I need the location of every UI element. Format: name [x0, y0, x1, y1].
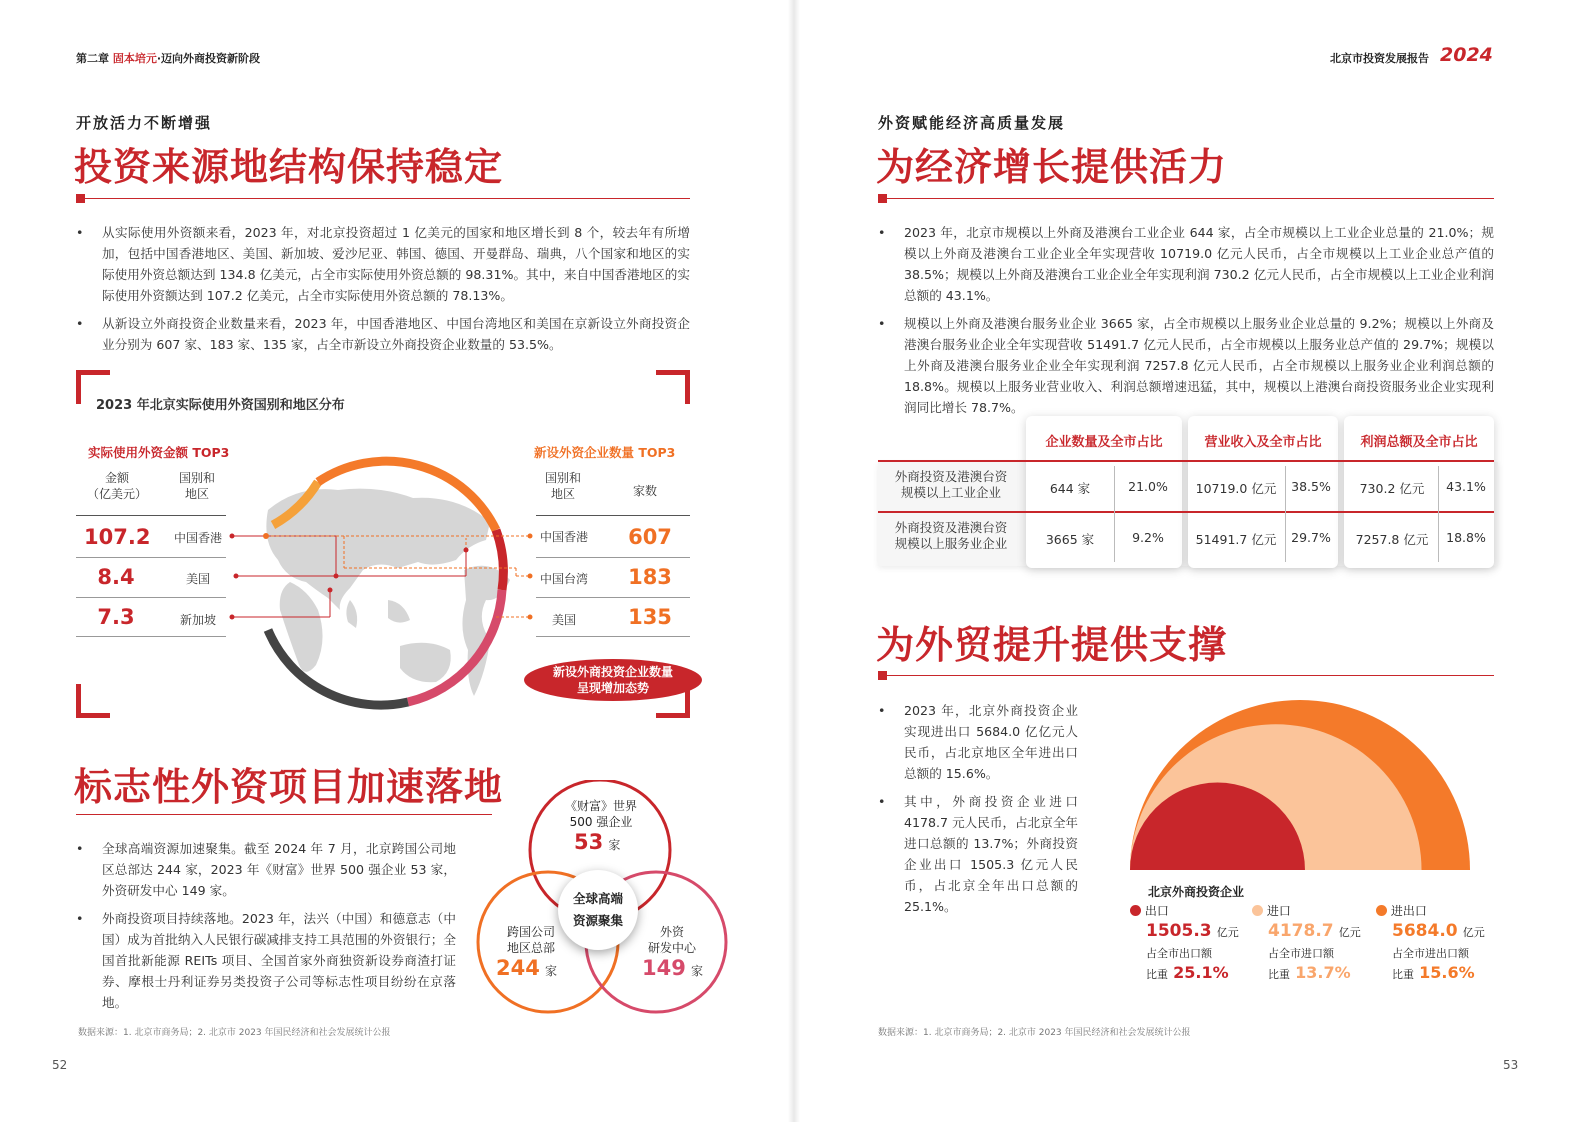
legend-share-prefix: 比重	[1392, 968, 1414, 981]
legend-share-label: 占全市出口额	[1146, 947, 1212, 960]
left-title: 投资来源地结构保持稳定	[74, 145, 504, 189]
table-cell: 18.8%	[1446, 530, 1486, 545]
list-item: • 从实际使用外资额来看，2023 年，对北京投资超过 1 亿美元的国家和地区增长到 8 个，较去年有所增加，包括中国香港地区、美国、新加坡、爱沙尼亚、韩国、德国、开曼群岛、瑞典，八个国家和地区的实际使用外资总额达到 134.8 亿美元，占全市实际使用外资总额的 98.31%。其中，来自中国香港地区的实际使用外资额达到 107.2 亿美元，占全市实际使用外资总额的 78.13%。	[76, 222, 690, 306]
left-panel-title: 实际使用外资金额 TOP3	[88, 445, 230, 460]
report-title: 北京市投资发展报告	[1330, 52, 1429, 65]
table-cell: 10719.0 亿元	[1195, 481, 1277, 496]
table-rule-mid	[878, 511, 1494, 513]
legend-import	[1252, 902, 1382, 982]
venn-top-number: 53	[574, 830, 604, 854]
list-item: • 2023 年，北京市规模以上外商及港澳台工业企业 644 家，占全市规模以上工业企业总量的 21.0%；规模以上外商及港澳台工业企业全年实现营收 10719.0 亿元人民币，占全市规模以上工业企业总产值的 38.5%；规模以上外商及港澳台工业企业全年实现利润 730.2 亿元人民币，占全市规模以上工业企业利润总额的 43.1%。	[878, 222, 1494, 306]
chapter-header	[76, 50, 260, 66]
left-title2: 标志性外资项目加速落地	[74, 765, 504, 809]
venn-left-number: 244	[496, 956, 540, 980]
left-rule	[76, 198, 690, 199]
venn-center-label: 全球高端 资源聚集	[572, 891, 623, 928]
right-row3-value: 135	[628, 605, 672, 629]
legend-export	[1130, 902, 1260, 982]
table-row-label: 外商投资及港澳台资 规模以上服务业企业	[894, 520, 1008, 551]
trade-chart	[1110, 680, 1500, 870]
left-row3-value: 7.3	[97, 605, 135, 629]
right-bullets2	[878, 700, 1078, 924]
right-row-divider	[536, 636, 690, 637]
chapter-bold: 固本培元	[112, 52, 157, 65]
right-bullets	[878, 222, 1494, 425]
venn-top-label: 《财富》世界 500 强企业	[564, 799, 637, 829]
table-cell: 43.1%	[1446, 479, 1486, 494]
right-row1-region: 中国香港	[539, 530, 588, 544]
legend-total	[1376, 902, 1506, 982]
export-dot-icon	[1130, 905, 1141, 916]
left-row1-region: 中国香港	[173, 531, 222, 545]
legend-unit: 亿元	[1338, 926, 1361, 939]
import-dot-icon	[1252, 905, 1263, 916]
table-divider	[1285, 466, 1286, 562]
table-cell: 51491.7 亿元	[1195, 532, 1277, 547]
connector-lines	[226, 520, 538, 630]
left-eyebrow: 开放活力不断增强	[76, 114, 213, 132]
table-header: 营业收入及全市占比	[1204, 435, 1322, 450]
legend-share-label: 占全市进出口额	[1392, 947, 1469, 960]
table-cell: 644 家	[1049, 481, 1091, 496]
left-row-divider	[76, 636, 226, 637]
legend-share: 13.7%	[1295, 963, 1351, 982]
right-col-count: 家数	[632, 484, 657, 498]
left-row1-value: 107.2	[84, 525, 151, 549]
left-page-number: 52	[52, 1058, 68, 1072]
right-row-divider	[536, 597, 690, 598]
left-row2-value: 8.4	[97, 565, 135, 589]
table-divider	[1114, 466, 1115, 562]
left-row-divider	[76, 597, 226, 598]
left-bullets	[76, 222, 690, 362]
left-table-rule	[76, 515, 226, 516]
venn-left-label: 跨国公司 地区总部	[506, 925, 555, 955]
venn-top-value	[574, 830, 620, 854]
chapter-prefix: 第二章	[76, 52, 109, 65]
right-row-divider	[536, 557, 690, 558]
frame-corner-bl	[76, 684, 110, 718]
right-title2: 为外贸提升提供支撑	[876, 623, 1228, 667]
table-cell: 9.2%	[1132, 530, 1164, 545]
list-item: • 外商投资项目持续落地。2023 年，法兴（中国）和德意志（中国）成为首批纳入人民银行碳减排支持工具范围的外资银行；全国首批新能源 REITs 项目、全国首家外商独资新设券商渣打证券、摩根士丹利证券另类投资子公司等标志性项目纷纷在京落地。	[76, 908, 456, 1013]
table-rule-top	[878, 460, 1494, 462]
right-panel-title: 新设外资企业数量 TOP3	[534, 445, 676, 460]
right-col-region: 国别和 地区	[544, 471, 581, 501]
table-cell: 29.7%	[1291, 530, 1331, 545]
legend-share-label: 占全市进口额	[1268, 947, 1334, 960]
left-row3-region: 新加坡	[179, 613, 216, 627]
table-cell: 21.0%	[1128, 479, 1168, 494]
list-item: • 全球高端资源加速聚集。截至 2024 年 7 月，北京跨国公司地区总部达 244 家，2023 年《财富》世界 500 强企业 53 家，外资研发中心 149 家。	[76, 838, 456, 901]
right-row2-region: 中国台湾	[539, 572, 588, 586]
legend-share: 25.1%	[1173, 963, 1229, 982]
venn-unit: 家	[608, 838, 621, 852]
left-bullets2	[76, 838, 456, 1020]
legend-share-prefix: 比重	[1146, 968, 1168, 981]
page-gutter	[788, 0, 800, 1122]
list-item: • 从新设立外商投资企业数量来看，2023 年，中国香港地区、中国台湾地区和美国在京新设立外商投资企业分别为 607 家、183 家、135 家，占全市新设立外商投资企业数量的 53.5%。	[76, 313, 690, 355]
legend-value: 1505.3	[1146, 921, 1212, 941]
left-row-divider	[76, 557, 226, 558]
list-item: • 其中，外商投资企业进口 4178.7 元人民币，占北京全年进口总额的 13.7%；外商投资企业出口 1505.3 亿元人民币，占北京全年出口总额的 25.1%。	[878, 791, 1078, 917]
table-cell: 3665 家	[1045, 532, 1095, 547]
table-cell: 7257.8 亿元	[1355, 532, 1429, 547]
list-item: • 规模以上外商及港澳台服务业企业 3665 家，占全市规模以上服务业企业总量的 9.2%；规模以上外商及港澳台服务业企业全年实现营收 51491.7 亿元人民币，占全市规模以上服务业总产值的 29.7%；规模以上外商及港澳台服务业企业全年实现利润 7257.8 亿元人民币，占全市规模以上服务业企业利润总额的 18.8%。规模以上服务业营业收入、利润总额增速迅猛，其中，规模以上港澳台商投资服务业企业实现利润同比增长 78.7%。	[878, 313, 1494, 418]
chapter-rest: ·迈向外商投资新阶段	[156, 52, 261, 65]
total-dot-icon	[1376, 905, 1387, 916]
right-page-number: 53	[1503, 1058, 1519, 1072]
venn-left-value	[496, 956, 557, 980]
table-header: 利润总额及全市占比	[1360, 435, 1478, 450]
venn-unit: 家	[544, 964, 557, 978]
legend-value: 4178.7	[1268, 921, 1334, 941]
right-table-rule	[536, 515, 690, 516]
legend-label: 出口	[1144, 904, 1169, 918]
legend-label: 进出口	[1390, 904, 1427, 918]
table-cell: 38.5%	[1291, 479, 1331, 494]
legend-value: 5684.0	[1392, 921, 1458, 941]
legend-unit: 亿元	[1462, 926, 1485, 939]
right-title: 为经济增长提供活力	[876, 145, 1228, 189]
legend-label: 进口	[1266, 904, 1291, 918]
left-source: 数据来源：1. 北京市商务局；2. 北京市 2023 年国民经济和社会发展统计公报	[78, 1028, 391, 1038]
legend-share-prefix: 比重	[1268, 968, 1290, 981]
venn-right-value	[642, 956, 703, 980]
right-eyebrow: 外资赋能经济高质量发展	[878, 114, 1066, 132]
table-header: 企业数量及全市占比	[1045, 435, 1163, 450]
report-year: 2024	[1440, 44, 1493, 66]
table-row-label: 外商投资及港澳台资 规模以上工业企业	[894, 469, 1008, 500]
venn-right-label: 外资 研发中心	[647, 925, 696, 955]
legend-unit: 亿元	[1216, 926, 1239, 939]
venn-unit: 家	[690, 964, 703, 978]
left-col-amount: 金额 （亿美元）	[86, 471, 147, 501]
growth-callout: 新设外商投资企业数量 呈现增加态势	[524, 659, 702, 701]
left-rule2	[76, 814, 492, 815]
right-source: 数据来源：1. 北京市商务局；2. 北京市 2023 年国民经济和社会发展统计公报	[878, 1028, 1191, 1038]
frame-corner-tr	[656, 370, 690, 404]
right-rule2	[878, 675, 1494, 676]
right-row1-value: 607	[628, 525, 672, 549]
left-row2-region: 美国	[185, 572, 210, 586]
chart-title: 北京外商投资企业	[1148, 885, 1245, 899]
right-row2-value: 183	[628, 565, 672, 589]
left-col-region: 国别和 地区	[178, 471, 215, 501]
right-rule	[878, 198, 1494, 199]
table-cell: 730.2 亿元	[1359, 481, 1425, 496]
right-row3-region: 美国	[551, 613, 576, 627]
venn-right-number: 149	[642, 956, 686, 980]
amount-connectors	[232, 536, 466, 617]
list-item: • 2023 年，北京外商投资企业实现进出口 5684.0 亿亿元人民币，占北京地区全年进出口总额的 15.6%。	[878, 700, 1078, 784]
table-divider	[1438, 466, 1439, 562]
figure-title: 2023 年北京实际使用外资国别和地区分布	[96, 398, 345, 413]
legend-share: 15.6%	[1419, 963, 1475, 982]
